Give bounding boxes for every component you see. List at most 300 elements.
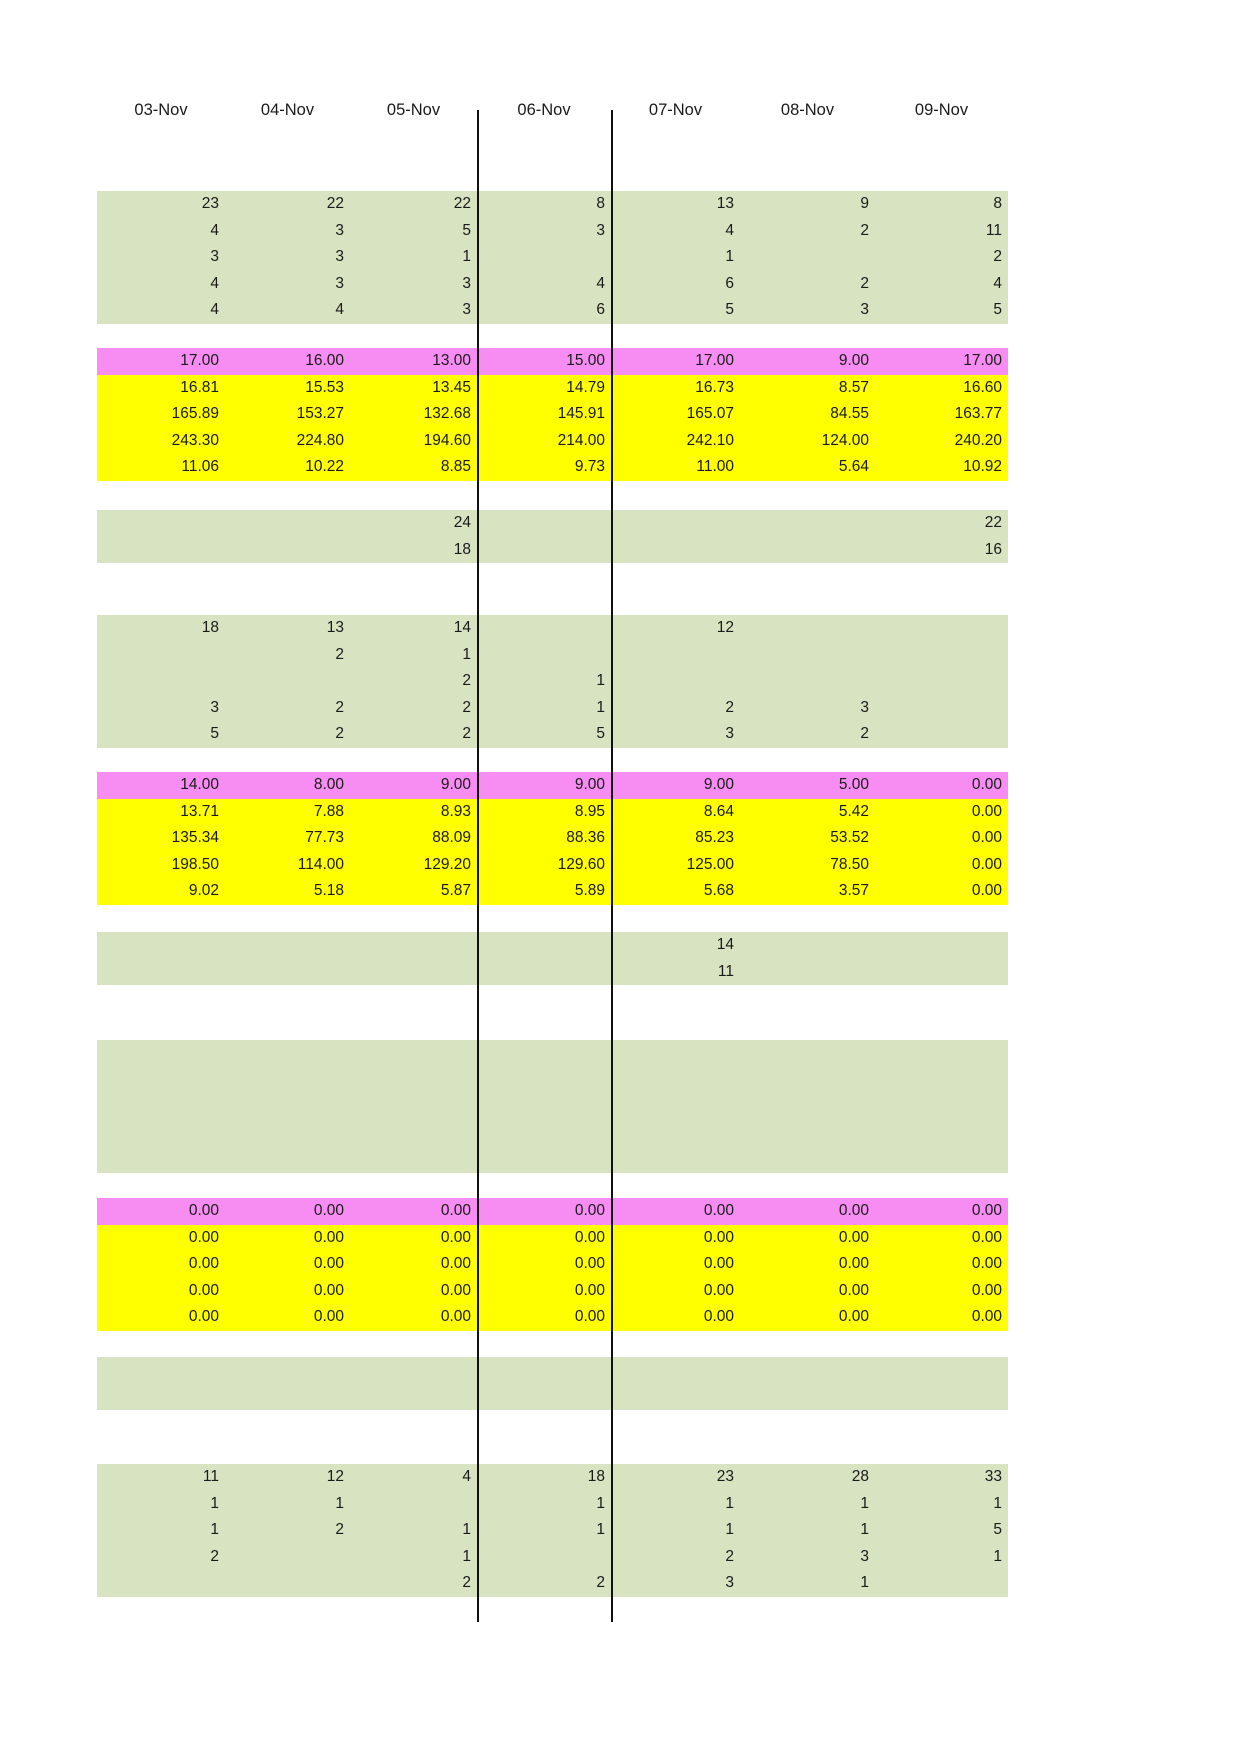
cell-03-Nov: 243.30 (171, 431, 219, 449)
cell-07-Nov (611, 537, 740, 564)
cell-03-Nov (97, 1384, 225, 1411)
cell-03-Nov: 1 (210, 1494, 219, 1512)
cell-08-Nov: 2 (860, 221, 869, 239)
cell-04-Nov (225, 1570, 350, 1597)
table-row (97, 799, 1008, 826)
cell-08-Nov: 53.52 (830, 829, 869, 846)
cell-05-Nov: 14 (453, 619, 471, 636)
cell-09-Nov: 0.00 (971, 776, 1002, 793)
yellow-stats-block-1 (97, 375, 1008, 481)
table-row (97, 1570, 1008, 1597)
cell-08-Nov: 28 (851, 1468, 869, 1485)
cell-08-Nov: 124.00 (821, 431, 869, 449)
cell-05-Nov: 1 (462, 1521, 471, 1538)
green-empty-block-2 (97, 1357, 1008, 1410)
cell-05-Nov: 132.68 (423, 405, 471, 422)
cell-08-Nov (740, 932, 875, 959)
cell-05-Nov: 3 (462, 274, 471, 292)
cell-03-Nov (97, 1357, 225, 1384)
cell-08-Nov: 9.00 (838, 352, 869, 369)
cell-07-Nov: 1 (725, 1521, 734, 1538)
cell-05-Nov (350, 1357, 477, 1384)
cell-09-Nov (875, 1067, 1008, 1094)
cell-09-Nov (875, 1570, 1008, 1597)
cell-09-Nov: 0.00 (971, 802, 1002, 820)
cell-08-Nov (740, 1067, 875, 1094)
table-row (97, 1120, 1008, 1147)
cell-09-Nov: 0.00 (971, 1308, 1002, 1325)
cell-04-Nov (225, 1357, 350, 1384)
cell-06-Nov: 15.00 (566, 352, 605, 369)
cell-03-Nov: 9.02 (188, 882, 219, 899)
cell-07-Nov: 6 (725, 274, 734, 292)
cell-04-Nov: 0.00 (313, 1281, 344, 1299)
table-row (97, 615, 1008, 642)
cell-03-Nov: 0.00 (188, 1281, 219, 1299)
table-row (97, 1544, 1008, 1571)
cell-05-Nov: 1 (462, 1547, 471, 1565)
cell-03-Nov: 3 (210, 698, 219, 716)
cell-05-Nov (350, 1120, 477, 1147)
cell-05-Nov: 5.87 (440, 882, 471, 899)
cell-03-Nov (97, 510, 225, 537)
cell-05-Nov (350, 932, 477, 959)
cell-06-Nov: 0.00 (574, 1255, 605, 1272)
cell-03-Nov (97, 1146, 225, 1173)
cell-06-Nov: 88.36 (566, 829, 605, 846)
table-row (97, 825, 1008, 852)
cell-03-Nov: 14.00 (180, 776, 219, 793)
cell-09-Nov: 11 (985, 221, 1002, 239)
cell-04-Nov (225, 510, 350, 537)
cell-06-Nov (477, 1357, 611, 1384)
cell-03-Nov: 1 (210, 1521, 219, 1538)
cell-06-Nov: 0.00 (574, 1281, 605, 1299)
cell-03-Nov (97, 1120, 225, 1147)
cell-08-Nov (740, 668, 875, 695)
cell-06-Nov: 3 (596, 221, 605, 239)
cell-07-Nov: 0.00 (703, 1202, 734, 1219)
cell-04-Nov: 0.00 (313, 1308, 344, 1325)
cell-09-Nov: 1 (993, 1494, 1002, 1512)
column-header: 07-Nov (648, 101, 703, 119)
cell-08-Nov (740, 615, 875, 642)
table-row (97, 454, 1008, 481)
cell-03-Nov: 4 (210, 274, 219, 292)
table-row (97, 1251, 1008, 1278)
cell-08-Nov (740, 537, 875, 564)
cell-03-Nov (97, 668, 225, 695)
cell-09-Nov: 16.60 (963, 378, 1002, 396)
cell-08-Nov: 0.00 (838, 1202, 869, 1219)
table-row (97, 721, 1008, 748)
cell-04-Nov (225, 959, 350, 986)
cell-05-Nov (350, 1384, 477, 1411)
table-row (97, 1517, 1008, 1544)
table-row (97, 401, 1008, 428)
cell-05-Nov: 1 (462, 248, 471, 265)
table-row (97, 1146, 1008, 1173)
cell-05-Nov (350, 1040, 477, 1067)
cell-07-Nov: 14 (716, 936, 734, 953)
cell-03-Nov: 0.00 (188, 1255, 219, 1272)
cell-05-Nov: 2 (462, 698, 471, 716)
table-row (97, 428, 1008, 455)
cell-05-Nov: 22 (453, 195, 471, 212)
cell-06-Nov: 0.00 (574, 1228, 605, 1246)
cell-09-Nov: 16 (984, 540, 1002, 558)
cell-08-Nov (740, 1120, 875, 1147)
green-count-block-4 (97, 932, 1008, 985)
table-row (97, 1278, 1008, 1305)
cell-05-Nov: 13.00 (432, 352, 471, 369)
cell-06-Nov: 129.60 (557, 855, 605, 873)
cell-09-Nov: 5 (993, 301, 1002, 318)
cell-07-Nov: 5 (725, 301, 734, 318)
cell-08-Nov (740, 642, 875, 669)
cell-09-Nov (875, 668, 1008, 695)
cell-09-Nov (875, 695, 1008, 722)
cell-04-Nov: 7.88 (313, 802, 344, 820)
cell-08-Nov: 2 (860, 274, 869, 292)
cell-07-Nov (611, 1384, 740, 1411)
cell-04-Nov (225, 668, 350, 695)
cell-07-Nov: 4 (725, 221, 734, 239)
cell-05-Nov: 0.00 (440, 1255, 471, 1272)
cell-08-Nov: 0.00 (838, 1281, 869, 1299)
cell-09-Nov: 8 (993, 195, 1002, 212)
cell-05-Nov (350, 1146, 477, 1173)
cell-06-Nov: 0.00 (574, 1308, 605, 1325)
cell-08-Nov: 1 (860, 1494, 869, 1512)
table-row (97, 375, 1008, 402)
cell-05-Nov: 13.45 (432, 378, 471, 396)
cell-03-Nov: 198.50 (171, 855, 219, 873)
table-row (97, 1384, 1008, 1411)
cell-07-Nov (611, 1067, 740, 1094)
cell-05-Nov: 5 (462, 221, 471, 239)
cell-09-Nov (875, 615, 1008, 642)
cell-04-Nov (225, 1040, 350, 1067)
cell-06-Nov (477, 1384, 611, 1411)
cell-05-Nov: 2 (462, 672, 471, 689)
cell-07-Nov: 1 (725, 248, 734, 265)
cell-06-Nov (477, 1120, 611, 1147)
cell-07-Nov: 242.10 (686, 431, 734, 449)
cell-03-Nov: 16.81 (180, 378, 219, 396)
cell-07-Nov: 2 (725, 698, 734, 716)
table-row (97, 1225, 1008, 1252)
table-row (97, 537, 1008, 564)
cell-04-Nov: 8.00 (313, 776, 344, 793)
cell-05-Nov: 0.00 (440, 1281, 471, 1299)
cell-05-Nov: 129.20 (423, 855, 471, 873)
cell-03-Nov (97, 932, 225, 959)
table-row (97, 1198, 1008, 1225)
cell-08-Nov (740, 1357, 875, 1384)
cell-03-Nov: 135.34 (171, 829, 219, 846)
cell-04-Nov (225, 1067, 350, 1094)
yellow-stats-block-2 (97, 799, 1008, 905)
cell-04-Nov: 16.00 (305, 352, 344, 369)
table-row (97, 695, 1008, 722)
cell-04-Nov: 2 (335, 698, 344, 716)
cell-08-Nov (740, 510, 875, 537)
column-header: 04-Nov (260, 101, 315, 119)
cell-04-Nov: 4 (335, 301, 344, 318)
cell-03-Nov (97, 1570, 225, 1597)
cell-06-Nov: 5.89 (574, 882, 605, 899)
green-count-block-3 (97, 615, 1008, 748)
cell-03-Nov: 3 (210, 248, 219, 265)
cell-04-Nov: 2 (335, 645, 344, 663)
cell-09-Nov: 0.00 (971, 882, 1002, 899)
cell-06-Nov (477, 615, 611, 642)
cell-09-Nov (875, 642, 1008, 669)
table-row (97, 668, 1008, 695)
cell-04-Nov: 77.73 (305, 829, 344, 846)
cell-08-Nov: 0.00 (838, 1228, 869, 1246)
table-row (97, 1093, 1008, 1120)
cell-04-Nov: 12 (326, 1468, 344, 1485)
cell-06-Nov: 2 (596, 1574, 605, 1591)
cell-09-Nov: 240.20 (954, 431, 1002, 449)
cell-08-Nov (740, 1040, 875, 1067)
cell-07-Nov: 0.00 (703, 1255, 734, 1272)
cell-06-Nov: 1 (596, 1494, 605, 1512)
cell-08-Nov (740, 244, 875, 271)
cell-08-Nov: 1 (860, 1574, 869, 1591)
cell-08-Nov: 3.57 (838, 882, 869, 899)
table-row (97, 1357, 1008, 1384)
cell-06-Nov: 6 (596, 301, 605, 318)
cell-04-Nov: 15.53 (305, 378, 344, 396)
cell-06-Nov (477, 244, 611, 271)
cell-09-Nov: 4 (993, 274, 1002, 292)
pink-summary-row-3 (97, 1198, 1008, 1225)
table-row (97, 348, 1008, 375)
cell-03-Nov: 4 (210, 221, 219, 239)
table-row (97, 218, 1008, 245)
cell-04-Nov: 0.00 (313, 1228, 344, 1246)
cell-07-Nov: 16.73 (695, 378, 734, 396)
cell-09-Nov (875, 959, 1008, 986)
cell-04-Nov: 3 (335, 274, 344, 292)
cell-03-Nov (97, 537, 225, 564)
cell-07-Nov: 23 (716, 1468, 734, 1485)
table-row (97, 244, 1008, 271)
cell-09-Nov: 0.00 (971, 1281, 1002, 1299)
date-header-row (97, 97, 1008, 124)
table-row (97, 642, 1008, 669)
cell-08-Nov: 0.00 (838, 1255, 869, 1272)
cell-04-Nov: 3 (335, 248, 344, 265)
cell-07-Nov: 125.00 (686, 855, 734, 873)
cell-08-Nov: 2 (860, 725, 869, 742)
cell-09-Nov (875, 932, 1008, 959)
cell-07-Nov (611, 1120, 740, 1147)
cell-09-Nov: 0.00 (971, 829, 1002, 846)
cell-08-Nov: 84.55 (830, 405, 869, 422)
table-row (97, 852, 1008, 879)
cell-08-Nov: 8.57 (838, 378, 869, 396)
cell-04-Nov (225, 1120, 350, 1147)
pink-summary-row-2 (97, 772, 1008, 799)
cell-03-Nov (97, 1067, 225, 1094)
cell-04-Nov: 0.00 (313, 1255, 344, 1272)
cell-05-Nov (350, 1491, 477, 1518)
column-header: 06-Nov (517, 101, 571, 119)
cell-07-Nov: 12 (716, 619, 734, 636)
cell-04-Nov (225, 1093, 350, 1120)
cell-06-Nov: 18 (587, 1468, 605, 1485)
yellow-stats-block-3 (97, 1225, 1008, 1331)
cell-07-Nov: 3 (725, 1574, 734, 1591)
cell-06-Nov: 8.95 (574, 802, 605, 820)
cell-09-Nov: 22 (984, 514, 1002, 531)
pink-summary-row-1 (97, 348, 1008, 375)
cell-09-Nov: 0.00 (971, 1255, 1002, 1272)
cell-08-Nov: 3 (860, 1547, 869, 1565)
table-row (97, 1491, 1008, 1518)
cell-05-Nov: 1 (462, 645, 471, 663)
cell-07-Nov: 8.64 (703, 802, 734, 820)
cell-08-Nov: 3 (860, 301, 869, 318)
cell-07-Nov: 11.00 (696, 458, 734, 475)
cell-06-Nov: 1 (596, 672, 605, 689)
cell-06-Nov: 0.00 (574, 1202, 605, 1219)
table-row (97, 959, 1008, 986)
cell-05-Nov (350, 1093, 477, 1120)
cell-04-Nov: 13 (326, 619, 344, 636)
cell-04-Nov (225, 1146, 350, 1173)
cell-03-Nov: 0.00 (188, 1308, 219, 1325)
column-divider-line-2 (611, 110, 613, 1622)
cell-06-Nov: 9.00 (574, 776, 605, 793)
cell-05-Nov: 3 (462, 301, 471, 318)
cell-09-Nov (875, 1120, 1008, 1147)
cell-03-Nov: 5 (210, 725, 219, 742)
cell-09-Nov (875, 721, 1008, 748)
cell-03-Nov: 11 (202, 1468, 219, 1485)
cell-09-Nov: 33 (984, 1468, 1002, 1485)
cell-06-Nov (477, 537, 611, 564)
cell-04-Nov (225, 932, 350, 959)
table-row (97, 271, 1008, 298)
cell-03-Nov: 4 (210, 301, 219, 318)
cell-06-Nov: 1 (596, 1521, 605, 1538)
column-header: 05-Nov (386, 101, 441, 119)
cell-08-Nov: 3 (860, 698, 869, 716)
cell-09-Nov: 0.00 (971, 1228, 1002, 1246)
cell-05-Nov: 0.00 (440, 1228, 471, 1246)
cell-04-Nov: 2 (335, 1521, 344, 1538)
cell-03-Nov: 0.00 (188, 1228, 219, 1246)
cell-06-Nov: 214.00 (557, 431, 605, 449)
cell-08-Nov (740, 1093, 875, 1120)
cell-06-Nov: 1 (596, 698, 605, 716)
cell-09-Nov (875, 1093, 1008, 1120)
cell-07-Nov (611, 668, 740, 695)
cell-06-Nov: 14.79 (566, 378, 605, 396)
cell-05-Nov (350, 959, 477, 986)
cell-08-Nov (740, 959, 875, 986)
cell-03-Nov: 11.06 (181, 458, 219, 475)
cell-04-Nov (225, 1544, 350, 1571)
cell-06-Nov: 9.73 (574, 458, 605, 475)
cell-07-Nov: 0.00 (703, 1228, 734, 1246)
cell-08-Nov: 9 (860, 195, 869, 212)
cell-08-Nov: 0.00 (838, 1308, 869, 1325)
cell-05-Nov: 8.85 (440, 458, 471, 475)
cell-07-Nov: 2 (725, 1547, 734, 1565)
column-header: 08-Nov (780, 101, 835, 119)
cell-05-Nov: 2 (462, 1574, 471, 1591)
green-count-block-2 (97, 510, 1008, 563)
cell-06-Nov: 8 (596, 195, 605, 212)
cell-03-Nov (97, 642, 225, 669)
cell-03-Nov: 23 (201, 195, 219, 212)
cell-05-Nov: 18 (453, 540, 471, 558)
cell-06-Nov: 5 (596, 725, 605, 742)
cell-03-Nov: 13.71 (180, 802, 219, 820)
cell-03-Nov (97, 959, 225, 986)
cell-06-Nov: 145.91 (557, 405, 605, 422)
table-row (97, 297, 1008, 324)
cell-05-Nov: 2 (462, 725, 471, 742)
column-header: 09-Nov (914, 101, 969, 119)
cell-04-Nov (225, 537, 350, 564)
table-row (97, 191, 1008, 218)
cell-04-Nov: 224.80 (296, 431, 344, 449)
cell-07-Nov: 1 (725, 1494, 734, 1512)
cell-09-Nov: 17.00 (963, 352, 1002, 369)
cell-07-Nov: 0.00 (703, 1281, 734, 1299)
table-row (97, 1464, 1008, 1491)
cell-07-Nov (611, 510, 740, 537)
cell-07-Nov: 85.23 (695, 829, 734, 846)
cell-08-Nov: 1 (860, 1521, 869, 1538)
cell-03-Nov: 0.00 (188, 1202, 219, 1219)
cell-04-Nov: 0.00 (313, 1202, 344, 1219)
cell-07-Nov (611, 1093, 740, 1120)
cell-04-Nov: 114.00 (297, 855, 344, 873)
cell-06-Nov (477, 1093, 611, 1120)
cell-09-Nov (875, 1357, 1008, 1384)
cell-07-Nov: 9.00 (703, 776, 734, 793)
cell-06-Nov (477, 1146, 611, 1173)
green-empty-block-1 (97, 1040, 1008, 1173)
cell-07-Nov (611, 1357, 740, 1384)
cell-05-Nov: 24 (453, 514, 471, 531)
cell-09-Nov (875, 1384, 1008, 1411)
cell-05-Nov: 9.00 (440, 776, 471, 793)
cell-05-Nov: 88.09 (432, 829, 471, 846)
cell-07-Nov: 5.68 (703, 882, 734, 899)
table-row (97, 878, 1008, 905)
cell-04-Nov: 5.18 (313, 882, 344, 899)
cell-07-Nov: 13 (716, 195, 734, 212)
cell-04-Nov: 3 (335, 221, 344, 239)
cell-04-Nov: 153.27 (296, 405, 344, 422)
table-row (97, 510, 1008, 537)
cell-07-Nov (611, 1146, 740, 1173)
cell-06-Nov (477, 959, 611, 986)
column-header: 03-Nov (134, 101, 188, 119)
cell-06-Nov: 4 (596, 274, 605, 292)
cell-07-Nov: 165.07 (686, 405, 734, 422)
cell-08-Nov (740, 1146, 875, 1173)
